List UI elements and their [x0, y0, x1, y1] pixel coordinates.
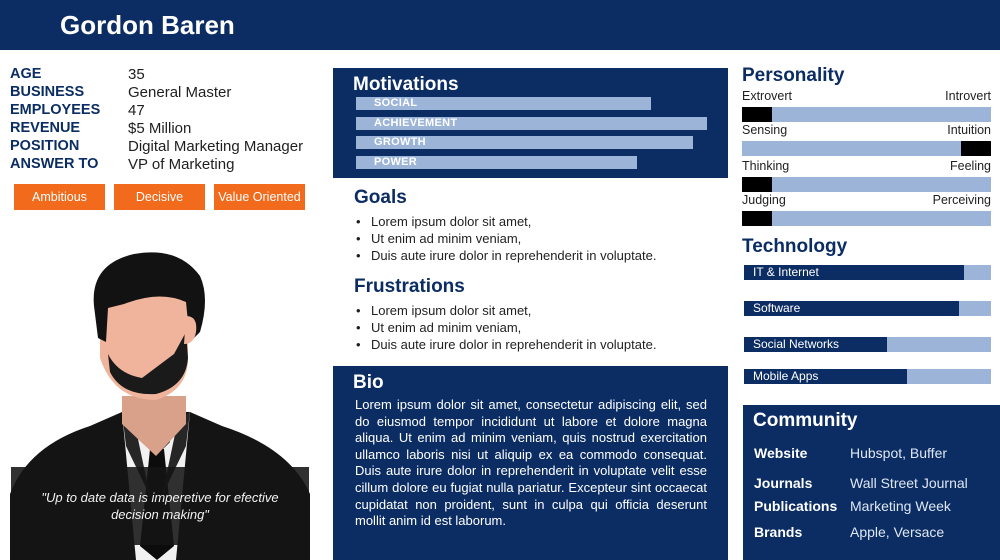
goals-title: Goals — [354, 187, 407, 208]
goal-item: • Ut enim ad minim veniam, — [355, 230, 656, 247]
frustration-item: • Ut enim ad minim veniam, — [355, 319, 656, 336]
bio-panel — [333, 366, 728, 560]
community-row-publications — [754, 498, 951, 514]
community-value: Apple, Versace — [850, 524, 945, 540]
tech-bar-social-networks — [744, 337, 991, 352]
motivation-bar-growth: GROWTH — [356, 136, 693, 149]
community-value: Hubspot, Buffer — [850, 445, 948, 461]
fact-row-age — [10, 65, 325, 83]
goal-item: • Duis aute irure dolor in reprehenderit in voluptate. — [355, 247, 656, 264]
motivations-panel — [333, 68, 728, 178]
tag-decisive: Decisive — [114, 184, 205, 210]
community-key: Brands — [754, 524, 803, 540]
trait-judging-perceiving — [742, 193, 991, 226]
community-panel — [743, 405, 1000, 560]
tech-bar-label: Mobile Apps — [753, 369, 819, 383]
frustration-item: • Duis aute irure dolor in reprehenderit in voluptate. — [355, 336, 656, 353]
bio-title: Bio — [353, 372, 384, 393]
motivation-bar-power: POWER — [356, 156, 637, 169]
trait-right-label: Perceiving — [932, 193, 991, 207]
fact-row-revenue — [10, 119, 325, 137]
community-key: Website — [754, 445, 808, 461]
trait-track — [742, 107, 991, 122]
trait-marker — [961, 141, 991, 156]
fact-key: REVENUE — [10, 120, 81, 136]
tech-bar-mobile-apps — [744, 369, 991, 384]
goal-item: • Lorem ipsum dolor sit amet, — [355, 213, 656, 230]
fact-value: Digital Marketing Manager — [128, 137, 304, 155]
frustration-item: • Lorem ipsum dolor sit amet, — [355, 302, 656, 319]
tag-value-oriented: Value Oriented — [214, 184, 305, 210]
trait-marker — [742, 177, 772, 192]
motivation-bar-social: SOCIAL — [356, 97, 651, 110]
trait-left-label: Extrovert — [742, 89, 793, 103]
community-value: Wall Street Journal — [850, 475, 968, 491]
trait-sensing-intuition — [742, 123, 991, 156]
fact-row-employees — [10, 101, 325, 119]
persona-facts — [10, 65, 325, 173]
community-key: Publications — [754, 498, 838, 514]
trait-marker — [742, 107, 772, 122]
fact-value: VP of Marketing — [128, 155, 235, 173]
tech-bar-label: IT & Internet — [753, 265, 819, 279]
trait-track — [742, 141, 991, 156]
fact-row-position — [10, 137, 325, 155]
tech-bar-label: Social Networks — [753, 337, 840, 351]
frustrations-list — [355, 302, 656, 353]
trait-extrovert-introvert — [742, 89, 991, 122]
motivations-title: Motivations — [353, 74, 459, 95]
goals-list — [355, 213, 656, 264]
tag-ambitious: Ambitious — [14, 184, 105, 210]
bio-text: Lorem ipsum dolor sit amet, consectetur adipiscing elit, sed do eiusmod tempor incididunt ut labore et dolore magna aliqua. Ut enim ad minim veniam, quis nostrud exercitation ullamco laboris nisi ut aliquip ex ea commodo consequat. Duis aute irure dolor in reprehenderit in voluptate velit esse cillum dolore eu fugiat nulla pariatur. Excepteur sint occaecat cupidatat non proident, sunt in culpa qui officia deserunt mollit anim id est laborum. — [355, 397, 707, 529]
trait-right-label: Introvert — [945, 89, 991, 103]
fact-key: AGE — [10, 66, 42, 82]
trait-track — [742, 177, 991, 192]
community-row-brands — [754, 524, 944, 540]
persona-name: Gordon Baren — [60, 10, 235, 40]
trait-track — [742, 211, 991, 226]
fact-key: POSITION — [10, 138, 80, 154]
community-row-journals — [754, 475, 968, 491]
persona-quote: "Up to date data is imperetive for efective decision making" — [11, 467, 309, 545]
trait-tags — [14, 184, 305, 210]
fact-value: 35 — [128, 65, 145, 83]
personality-title: Personality — [742, 65, 845, 86]
trait-left-label: Sensing — [742, 123, 788, 137]
trait-left-label: Thinking — [742, 159, 790, 173]
trait-right-label: Feeling — [950, 159, 991, 173]
trait-left-label: Judging — [742, 193, 786, 207]
header-bar — [0, 0, 1000, 50]
motivation-bar-achievement: ACHIEVEMENT — [356, 117, 707, 130]
trait-marker — [742, 211, 772, 226]
technology-title: Technology — [742, 236, 848, 257]
fact-value: $5 Million — [128, 119, 192, 137]
tech-bar-label: Software — [753, 301, 801, 315]
fact-key: ANSWER TO — [10, 156, 99, 172]
fact-key: EMPLOYEES — [10, 102, 101, 118]
trait-right-label: Intuition — [947, 123, 991, 137]
fact-row-business — [10, 83, 325, 101]
community-value: Marketing Week — [850, 498, 951, 514]
tech-bar-it-internet — [744, 265, 991, 280]
fact-row-answer-to — [10, 155, 325, 173]
fact-value: General Master — [128, 83, 232, 101]
tech-bar-software — [744, 301, 991, 316]
community-title: Community — [753, 410, 858, 431]
frustrations-title: Frustrations — [354, 276, 465, 297]
community-row-website — [754, 445, 947, 461]
trait-thinking-feeling — [742, 159, 991, 192]
fact-key: BUSINESS — [10, 84, 85, 100]
community-key: Journals — [754, 475, 813, 491]
fact-value: 47 — [128, 101, 145, 119]
